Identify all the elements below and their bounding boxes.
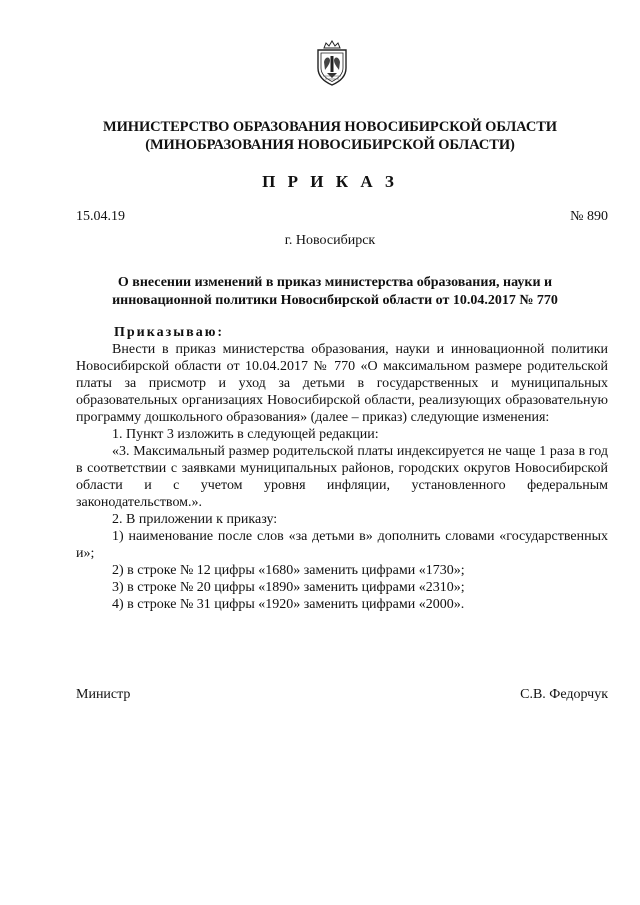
subject-line-1: О внесении изменений в приказ министерства образования, науки и [117,275,553,290]
body-paragraph: «3. Максимальный размер родительской платы индексируется не чаще 1 раза в год в соответствии с заявками муниципальных районов, городских округов Новосибирской области и с учетом уровня инфляции, установленного федеральным законодательством.». [76,444,608,510]
subject-line-2: инновационной политики Новосибирской области от 10.04.2017 № 770 [112,293,558,308]
ministry-name: МИНИСТЕРСТВО ОБРАЗОВАНИЯ НОВОСИБИРСКОЙ ОБЛАСТИ [103,119,557,135]
body-paragraph: 2) в строке № 12 цифры «1680» заменить цифрами «1730»; [112,563,465,578]
document-city: г. Новосибирск [284,233,376,248]
body-paragraph: 1. Пункт 3 изложить в следующей редакции: [112,427,379,442]
document-number: № 890 [570,209,608,224]
body-paragraph: 2. В приложении к приказу: [112,512,278,527]
body-paragraph: 3) в строке № 20 цифры «1890» заменить цифрами «2310»; [112,580,465,595]
document-type-title: П Р И К А З [262,172,398,191]
document-body [76,324,608,613]
order-heading: Приказываю: [114,325,225,340]
ministry-short-name: (МИНОБРАЗОВАНИЯ НОВОСИБИРСКОЙ ОБЛАСТИ) [145,137,515,153]
body-paragraph: 1) наименование после слов «за детьми в» дополнить словами «государственных и»; [76,529,608,561]
body-paragraph: 4) в строке № 31 цифры «1920» заменить цифрами «2000». [112,597,465,612]
signatory-name: С.В. Федорчук [520,687,608,702]
signatory-role: Министр [76,687,131,702]
document-date: 15.04.19 [76,209,125,224]
body-paragraph: Внести в приказ министерства образования, науки и инновационной политики Новосибирской области от 10.04.2017 № 770 «О максимальном размере родительской платы за присмотр и уход за детьми в государственных и муниципальных образовательных организациях Новосибирской области, реализующих образовательную программу дошкольного образования» (далее – приказ) следующие изменения: [76,342,608,425]
coat-of-arms-icon [315,40,349,86]
document-subject [90,274,580,310]
